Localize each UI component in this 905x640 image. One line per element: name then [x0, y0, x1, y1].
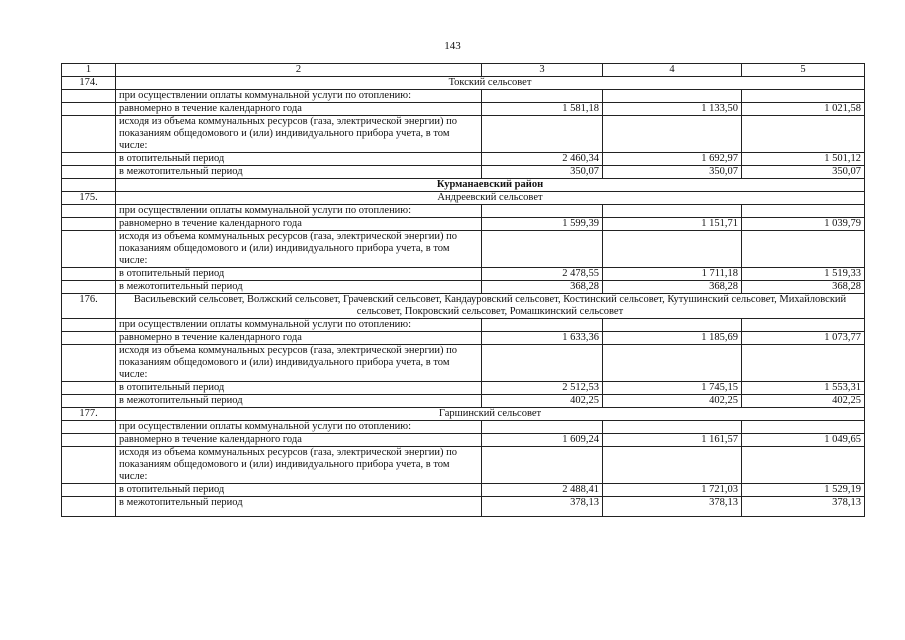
column-header: 5 — [742, 64, 865, 77]
value-cell: 1 133,50 — [603, 103, 742, 116]
value-cell: 368,28 — [742, 281, 865, 294]
value-cell: 350,07 — [603, 166, 742, 179]
row-label: в межотопительный период — [116, 166, 482, 179]
value-cell: 2 488,41 — [482, 484, 603, 497]
row-label: при осуществлении оплаты коммунальной услуги по отоплению: — [116, 421, 482, 434]
value-cell: 368,28 — [482, 281, 603, 294]
value-cell: 2 512,53 — [482, 382, 603, 395]
row-label: в межотопительный период — [116, 497, 482, 517]
settlement-title: Токский сельсовет — [116, 77, 865, 90]
value-cell: 350,07 — [482, 166, 603, 179]
column-header: 2 — [116, 64, 482, 77]
value-cell: 1 609,24 — [482, 434, 603, 447]
row-number: 176. — [62, 294, 116, 319]
table-row — [62, 179, 865, 192]
table-row — [62, 421, 865, 434]
column-header: 1 — [62, 64, 116, 77]
row-label: в отопительный период — [116, 382, 482, 395]
table-row — [62, 484, 865, 497]
value-cell: 1 049,65 — [742, 434, 865, 447]
value-cell: 1 021,58 — [742, 103, 865, 116]
settlement-title: Гаршинский сельсовет — [116, 408, 865, 421]
tariff-table — [61, 63, 865, 517]
table-row — [62, 231, 865, 268]
table-row — [62, 434, 865, 447]
table-row — [62, 332, 865, 345]
row-label: при осуществлении оплаты коммунальной услуги по отоплению: — [116, 90, 482, 103]
value-cell: 1 519,33 — [742, 268, 865, 281]
table-row — [62, 447, 865, 484]
column-header: 3 — [482, 64, 603, 77]
row-label: в отопительный период — [116, 484, 482, 497]
value-cell: 1 073,77 — [742, 332, 865, 345]
table-row — [62, 205, 865, 218]
value-cell: 1 633,36 — [482, 332, 603, 345]
settlement-title: Васильевский сельсовет, Волжский сельсовет, Грачевский сельсовет, Кандауровский сельсовет, Костинский сельсовет, Кутушинский сельсовет, Михайловский сельсовет, Покровский сельсовет, Ромашкинский сельсовет — [116, 294, 865, 319]
table-row — [62, 218, 865, 231]
row-label: исходя из объема коммунальных ресурсов (газа, электрической энергии) по показаниям общедомового и (или) индивидуального прибора учета, в том числе: — [116, 116, 482, 153]
value-cell: 378,13 — [603, 497, 742, 517]
row-label: при осуществлении оплаты коммунальной услуги по отоплению: — [116, 319, 482, 332]
row-number: 175. — [62, 192, 116, 205]
value-cell: 402,25 — [742, 395, 865, 408]
value-cell: 2 478,55 — [482, 268, 603, 281]
value-cell: 1 581,18 — [482, 103, 603, 116]
row-label: равномерно в течение календарного года — [116, 434, 482, 447]
table-row — [62, 103, 865, 116]
value-cell: 1 553,31 — [742, 382, 865, 395]
row-number: 174. — [62, 77, 116, 90]
value-cell: 1 529,19 — [742, 484, 865, 497]
value-cell: 402,25 — [603, 395, 742, 408]
table-row — [62, 166, 865, 179]
row-label: исходя из объема коммунальных ресурсов (газа, электрической энергии) по показаниям общедомового и (или) индивидуального прибора учета, в том числе: — [116, 231, 482, 268]
value-cell: 1 599,39 — [482, 218, 603, 231]
table-row — [62, 345, 865, 382]
table-row — [62, 153, 865, 166]
table-row — [62, 116, 865, 153]
value-cell: 1 501,12 — [742, 153, 865, 166]
row-label: исходя из объема коммунальных ресурсов (газа, электрической энергии) по показаниям общедомового и (или) индивидуального прибора учета, в том числе: — [116, 345, 482, 382]
header-row — [62, 64, 865, 77]
row-label: равномерно в течение календарного года — [116, 218, 482, 231]
row-label: исходя из объема коммунальных ресурсов (газа, электрической энергии) по показаниям общедомового и (или) индивидуального прибора учета, в том числе: — [116, 447, 482, 484]
row-label: в отопительный период — [116, 153, 482, 166]
value-cell: 368,28 — [603, 281, 742, 294]
value-cell: 1 692,97 — [603, 153, 742, 166]
value-cell: 1 039,79 — [742, 218, 865, 231]
table-row — [62, 395, 865, 408]
value-cell: 350,07 — [742, 166, 865, 179]
table-row — [62, 281, 865, 294]
table-row — [62, 77, 865, 90]
row-label: в межотопительный период — [116, 395, 482, 408]
value-cell: 378,13 — [742, 497, 865, 517]
table-row — [62, 90, 865, 103]
column-header: 4 — [603, 64, 742, 77]
table-row — [62, 497, 865, 517]
table-row — [62, 319, 865, 332]
value-cell: 1 151,71 — [603, 218, 742, 231]
value-cell: 1 745,15 — [603, 382, 742, 395]
value-cell: 1 185,69 — [603, 332, 742, 345]
value-cell: 1 161,57 — [603, 434, 742, 447]
value-cell: 1 711,18 — [603, 268, 742, 281]
row-label: при осуществлении оплаты коммунальной услуги по отоплению: — [116, 205, 482, 218]
table-row — [62, 192, 865, 205]
row-number: 177. — [62, 408, 116, 421]
value-cell: 2 460,34 — [482, 153, 603, 166]
table-row — [62, 382, 865, 395]
value-cell: 402,25 — [482, 395, 603, 408]
value-cell: 1 721,03 — [603, 484, 742, 497]
table-row — [62, 268, 865, 281]
page-number: 143 — [444, 40, 461, 52]
row-label: в межотопительный период — [116, 281, 482, 294]
row-label: в отопительный период — [116, 268, 482, 281]
settlement-title: Андреевский сельсовет — [116, 192, 865, 205]
table-row — [62, 294, 865, 319]
district-title: Курманаевский район — [116, 179, 865, 192]
row-label: равномерно в течение календарного года — [116, 332, 482, 345]
table-row — [62, 408, 865, 421]
row-label: равномерно в течение календарного года — [116, 103, 482, 116]
value-cell: 378,13 — [482, 497, 603, 517]
